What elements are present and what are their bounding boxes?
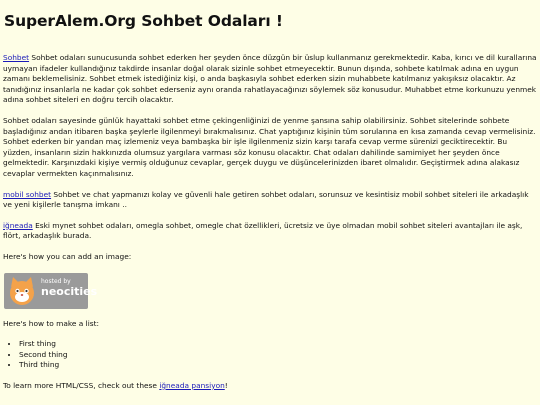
paragraph-intro-text: Sohbet odaları sunucusunda sohbet ederken her şeyden önce düzgün bir üslup kullanmanız gerekmektedir. Kaba, kırıcı ve dil kurallarına uymayan ifadeler kullandığınız takdirde insanlar doğal olarak sizinle sohbet etmeyecektir. Bunun dışında, sohbete katılmak adına en uygun zamanı beklemelisiniz. Sohbet etmek istediğiniz kişi, o anda başkasıyla sohbet ederken sizin muhabbete katılmanız yakışıksız olacaktır. Az tanıdığınız insanlarla ne kadar çok sohbet ederseniz aynı oranda rahatlayacağınızı söylemek söz konusudur. Muhabbet etme korkunuzu yenmek adına sohbet siteleri en doğru tercih olacaktır.	[3, 53, 537, 105]
cat-logo-icon	[4, 273, 40, 309]
footer-prefix: To learn more HTML/CSS, check out these	[3, 380, 160, 390]
pansiyon-link[interactable]: iğneada pansiyon	[159, 380, 225, 390]
list-heading: Here's how to make a list:	[3, 318, 99, 328]
paragraph-mobile	[3, 190, 537, 211]
paragraph-intro	[3, 53, 537, 106]
paragraph-igneada	[3, 221, 537, 242]
igneada-link[interactable]: iğneada	[3, 220, 33, 230]
example-list	[3, 339, 537, 371]
badge-brand-text: neocities	[41, 284, 98, 298]
paragraph-second: Sohbet odaları sayesinde günlük hayattaki sohbet etme çekingenliğinizi de yenme şansına sahip olabilirsiniz. Sohbet sitelerinde sohbete başladığınız andan itibaren başka şeylerle ilgilenmeyi bırakmalısınız. Chat yaptığınız kişinin tüm sorularına en kısa zamanda cevap vermelisiniz. Sohbet ederken bir yandan maç izlemeniz veya bambaşka bir işle ilgilenmeniz sizin karşı tarafa cevap verme sürenizi geciktirecektir. Bu yüzden, insanların sizin hakkınızda olumsuz yargılara varması söz konusu olacaktır. Chat odaları dahilinde samimiyet her şeyden önce gelmektedir. Karşınızdaki kişiye vermiş olduğunuz cevaplar, gerçek duygu ve düşüncelerinizden ibaret olmalıdır. Geçiştirmek adına alakasız cevaplar vermekten kaçınmalısınız.	[3, 115, 536, 178]
badge-small-text: hosted by	[41, 277, 71, 285]
badge-text	[41, 278, 97, 298]
neocities-badge[interactable]	[4, 273, 98, 309]
footer-suffix: !	[224, 380, 228, 390]
mobil-sohbet-link[interactable]: mobil sohbet	[3, 189, 52, 199]
paragraph-igneada-text: Eski mynet sohbet odaları, omegla sohbet, omegle chat özellikleri, ücretsiz ve üye olmadan mobil sohbet siteleri avantajları ile aşk, flört, arkadaşlık burada.	[3, 220, 523, 241]
image-heading: Here's how you can add an image:	[3, 251, 132, 261]
paragraph-mobile-text: Sohbet ve chat yapmanızı kolay ve güvenli hale getiren sohbet odaları, sorunsuz ve kesintisiz mobil sohbet siteleri ile arkadaşlık ve yeni kişilerle tanışma imkanı ..	[3, 189, 529, 210]
footer-text	[3, 381, 537, 392]
list-item: • First thing	[19, 339, 537, 350]
list-item: • Second thing	[19, 350, 537, 361]
list-item: • Third thing	[19, 360, 537, 371]
sohbet-link[interactable]: Sohbet	[3, 53, 30, 62]
page-title: SuperAlem.Org Sohbet Odaları !	[4, 12, 283, 30]
